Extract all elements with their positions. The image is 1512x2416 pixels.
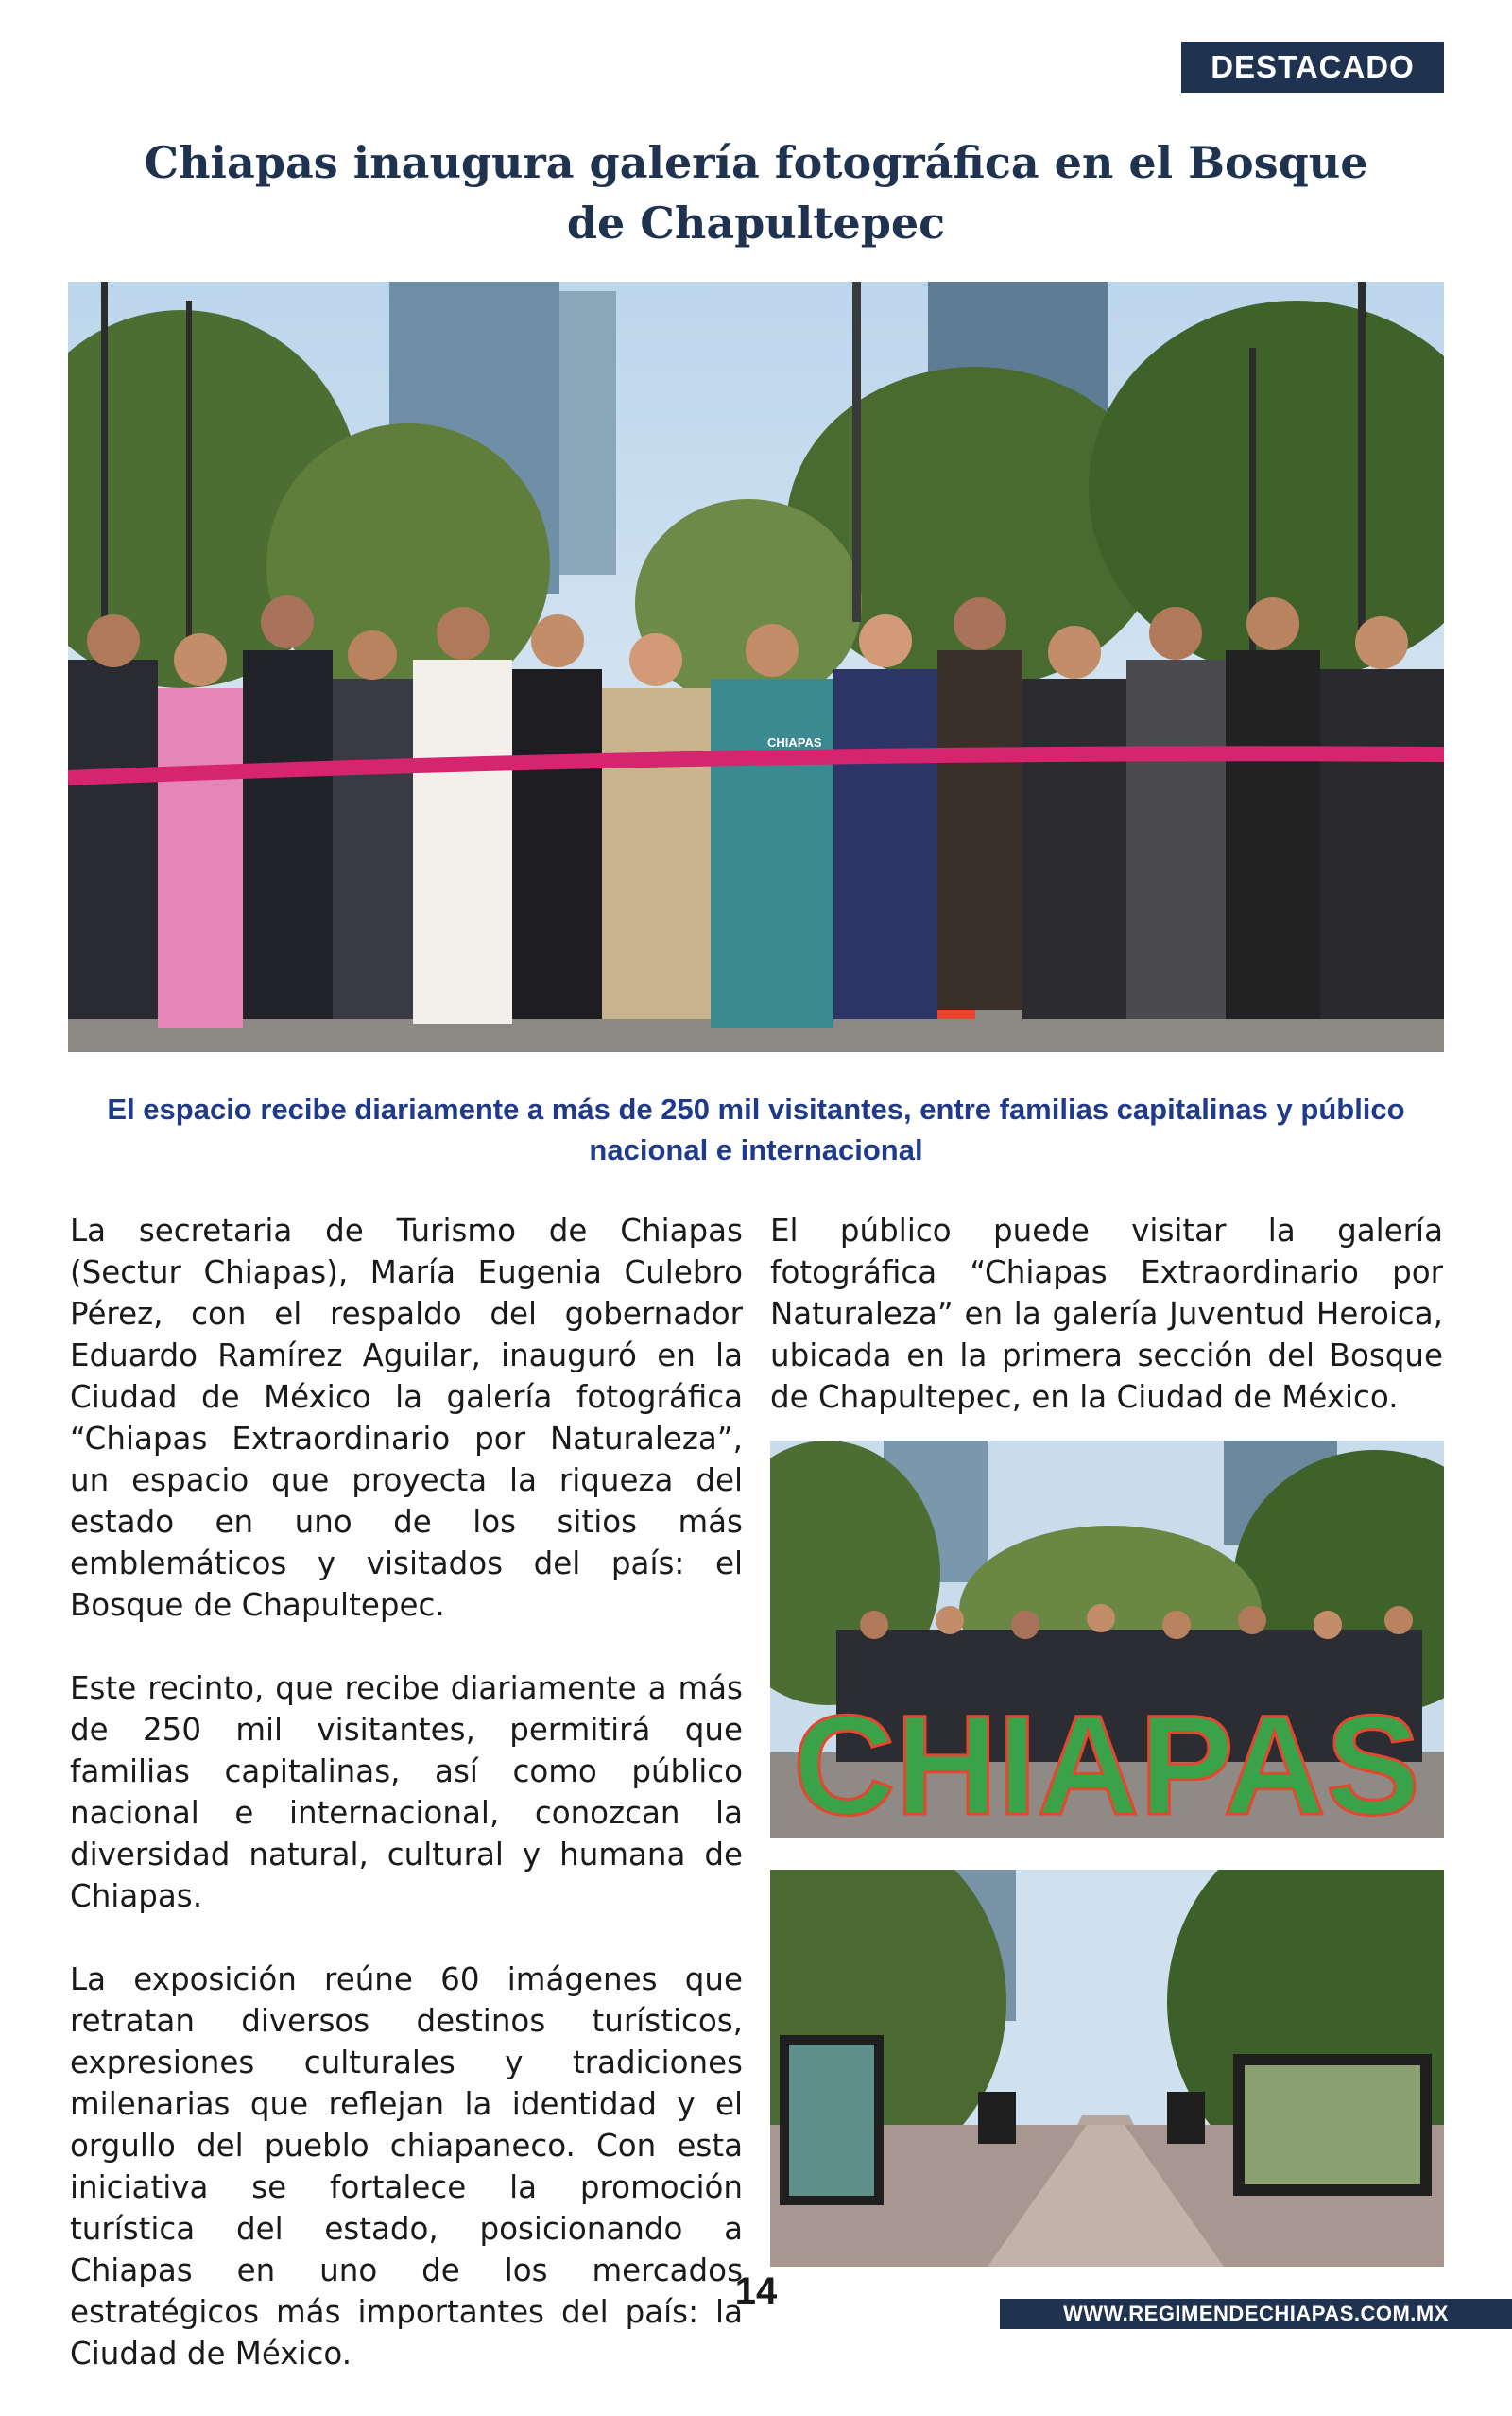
article-subtitle: El espacio recibe diariamente a más de 250 mil visitantes, entre familias capitalinas y público nacional e internacional [107,1093,1405,1166]
paragraph: El público puede visitar la galería fotográfica “Chiapas Extraordinario por Naturaleza” en la galería Juventud Heroica, ubicada en la primera sección del Bosque de Chapultepec, en la Ciudad de México. [770,1213,1443,1415]
article-title: Chiapas inaugura galería fotográfica en el Bosque de Chapultepec [144,137,1368,249]
footer-website-bar[interactable] [1000,2299,1512,2329]
chiapas-sign-photo [770,1441,1444,1838]
page-number: 14 [734,2270,778,2312]
chiapas-sign-scene [770,1441,1444,1838]
paragraph: La exposición reúne 60 imágenes que retratan diversos destinos turísticos, expresiones culturales y tradiciones milenarias que reflejan la identidad y el orgullo del pueblo chiapaneco. Con esta iniciativa se fortalece la promoción turística del estado, posicionando a Chiapas en uno de los mercados estratégicos más importantes del país: la Ciudad de México. [70,1961,743,2372]
ribbon-cutting-scene [68,282,1444,1052]
right-column [770,1210,1443,1459]
gallery-walkway-photo [770,1870,1444,2267]
gallery-walkway-scene [770,1870,1444,2267]
main-photo [68,282,1444,1052]
paragraph: La secretaria de Turismo de Chiapas (Sectur Chiapas), María Eugenia Culebro Pérez, con el respaldo del gobernador Eduardo Ramírez Aguilar, inauguró en la Ciudad de México la galería fotográfica “Chiapas Extraordinario por Naturaleza”, un espacio que proyecta la riqueza del estado en uno de los sitios más emblemáticos y visitados del país: el Bosque de Chapultepec. [70,1213,743,1623]
website-url[interactable]: WWW.REGIMENDECHIAPAS.COM.MX [1063,2302,1449,2325]
section-label: DESTACADO [1211,49,1415,84]
people-group [68,595,1444,1028]
section-badge [1181,42,1444,93]
left-column [70,1210,743,2416]
chiapas-sign-letters: CHIAPAS [793,1685,1420,1838]
paragraph: Este recinto, que recibe diariamente a más de 250 mil visitantes, permitirá que familias capitalinas, así como público nacional e internacional, conozcan la diversidad natural, cultural y humana de Chiapas. [70,1670,743,1914]
ribbon-label: CHIAPAS [767,735,822,750]
